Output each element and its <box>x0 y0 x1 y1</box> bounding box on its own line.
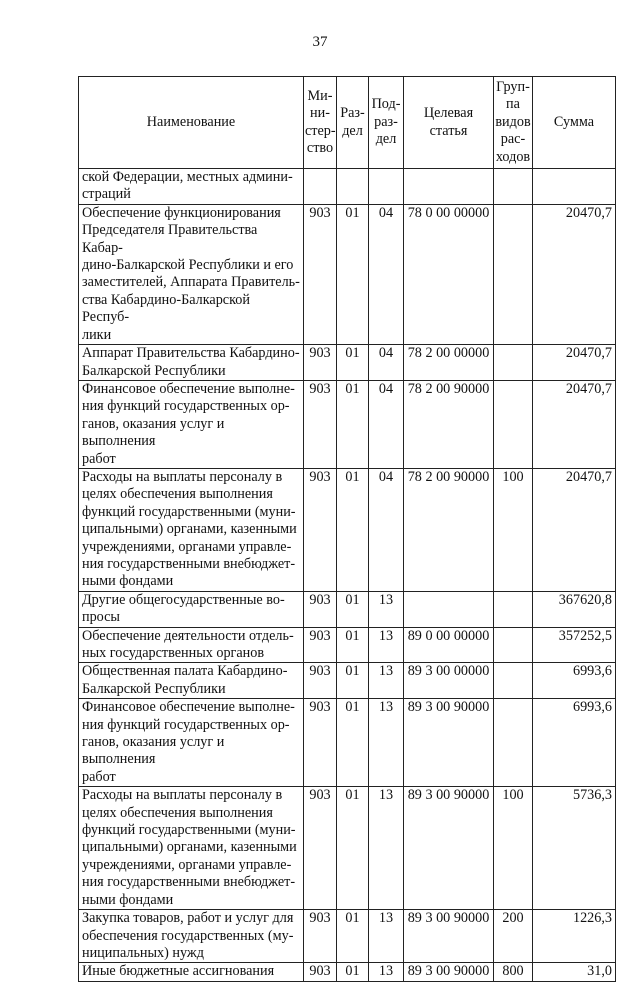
cell-target: 89 3 00 90000 <box>404 910 494 963</box>
cell-sum: 20470,7 <box>533 380 616 468</box>
cell-expense-group: 800 <box>494 963 533 981</box>
cell-subsection: 13 <box>369 699 404 787</box>
cell-name: Обеспечение деятельности отдель- ных государственных органов <box>79 627 304 663</box>
table-row <box>79 380 616 468</box>
cell-name: Финансовое обеспечение выполне- ния функций государственных ор- ганов, оказания услуг и выполнения работ <box>79 380 304 468</box>
cell-subsection: 13 <box>369 787 404 910</box>
cell-ministry: 903 <box>304 963 337 981</box>
table-row <box>79 699 616 787</box>
cell-target: 78 2 00 90000 <box>404 468 494 591</box>
cell-expense-group <box>494 591 533 627</box>
cell-ministry: 903 <box>304 663 337 699</box>
table-header-row <box>79 77 616 169</box>
cell-section: 01 <box>337 910 369 963</box>
cell-subsection <box>369 169 404 205</box>
cell-expense-group <box>494 699 533 787</box>
cell-section: 01 <box>337 204 369 344</box>
cell-section: 01 <box>337 345 369 381</box>
cell-section: 01 <box>337 468 369 591</box>
table-row <box>79 787 616 910</box>
table-row <box>79 345 616 381</box>
cell-target: 78 0 00 00000 <box>404 204 494 344</box>
cell-subsection: 04 <box>369 204 404 344</box>
cell-expense-group: 100 <box>494 468 533 591</box>
cell-expense-group <box>494 663 533 699</box>
cell-name: Расходы на выплаты персоналу в целях обеспечения выполнения функций государственными (муни- ципальными) органами, казенными учреждениями, органами управле- ния государственными внебюджет- ными фондами <box>79 468 304 591</box>
cell-subsection: 13 <box>369 963 404 981</box>
cell-sum: 20470,7 <box>533 345 616 381</box>
cell-sum: 357252,5 <box>533 627 616 663</box>
cell-sum: 20470,7 <box>533 468 616 591</box>
cell-section: 01 <box>337 380 369 468</box>
cell-target: 89 3 00 90000 <box>404 787 494 910</box>
cell-section: 01 <box>337 627 369 663</box>
budget-table <box>78 76 616 982</box>
cell-target: 89 0 00 00000 <box>404 627 494 663</box>
cell-section: 01 <box>337 699 369 787</box>
cell-ministry <box>304 169 337 205</box>
cell-expense-group <box>494 345 533 381</box>
table-row <box>79 963 616 981</box>
header-expense-group: Груп- па видов рас- ходов <box>494 77 533 169</box>
header-name: Наименование <box>79 77 304 169</box>
cell-ministry: 903 <box>304 591 337 627</box>
header-target: Целевая статья <box>404 77 494 169</box>
table-row <box>79 627 616 663</box>
cell-name: Расходы на выплаты персоналу в целях обеспечения выполнения функций государственными (муни- ципальными) органами, казенными учреждениями, органами управле- ния государственными внебюджет- ными фондами <box>79 787 304 910</box>
header-sum: Сумма <box>533 77 616 169</box>
cell-name: Финансовое обеспечение выполне- ния функций государственных ор- ганов, оказания услуг и выполнения работ <box>79 699 304 787</box>
cell-ministry: 903 <box>304 787 337 910</box>
cell-ministry: 903 <box>304 699 337 787</box>
cell-name: Закупка товаров, работ и услуг для обеспечения государственных (му- ниципальных) нужд <box>79 910 304 963</box>
header-ministry: Ми- ни- стер- ство <box>304 77 337 169</box>
table-row <box>79 169 616 205</box>
cell-ministry: 903 <box>304 204 337 344</box>
table-row <box>79 910 616 963</box>
cell-subsection: 13 <box>369 663 404 699</box>
cell-subsection: 13 <box>369 627 404 663</box>
cell-expense-group <box>494 627 533 663</box>
cell-subsection: 13 <box>369 910 404 963</box>
cell-sum: 367620,8 <box>533 591 616 627</box>
cell-ministry: 903 <box>304 380 337 468</box>
cell-name: ской Федерации, местных админи- страций <box>79 169 304 205</box>
cell-target <box>404 169 494 205</box>
cell-name: Иные бюджетные ассигнования <box>79 963 304 981</box>
cell-expense-group: 200 <box>494 910 533 963</box>
cell-sum: 6993,6 <box>533 699 616 787</box>
cell-ministry: 903 <box>304 910 337 963</box>
cell-name: Общественная палата Кабардино- Балкарской Республики <box>79 663 304 699</box>
cell-sum: 5736,3 <box>533 787 616 910</box>
cell-name: Другие общегосударственные во- просы <box>79 591 304 627</box>
cell-subsection: 04 <box>369 380 404 468</box>
cell-section <box>337 169 369 205</box>
cell-sum: 20470,7 <box>533 204 616 344</box>
cell-section: 01 <box>337 591 369 627</box>
cell-target <box>404 591 494 627</box>
cell-name: Обеспечение функционирования Председателя Правительства Кабар- дино-Балкарской Республики и его заместителей, Аппарата Правитель- ства Кабардино-Балкарской Респуб- лики <box>79 204 304 344</box>
cell-target: 89 3 00 00000 <box>404 663 494 699</box>
cell-target: 89 3 00 90000 <box>404 699 494 787</box>
cell-section: 01 <box>337 663 369 699</box>
cell-sum <box>533 169 616 205</box>
cell-target: 78 2 00 00000 <box>404 345 494 381</box>
cell-expense-group: 100 <box>494 787 533 910</box>
cell-subsection: 04 <box>369 345 404 381</box>
table-row <box>79 468 616 591</box>
cell-ministry: 903 <box>304 627 337 663</box>
cell-sum: 1226,3 <box>533 910 616 963</box>
header-section: Раз- дел <box>337 77 369 169</box>
cell-subsection: 04 <box>369 468 404 591</box>
cell-target: 89 3 00 90000 <box>404 963 494 981</box>
table-row <box>79 663 616 699</box>
cell-expense-group <box>494 380 533 468</box>
cell-expense-group <box>494 204 533 344</box>
cell-ministry: 903 <box>304 345 337 381</box>
cell-name: Аппарат Правительства Кабардино- Балкарской Республики <box>79 345 304 381</box>
cell-target: 78 2 00 90000 <box>404 380 494 468</box>
cell-sum: 6993,6 <box>533 663 616 699</box>
cell-sum: 31,0 <box>533 963 616 981</box>
page-number: 37 <box>312 34 328 50</box>
cell-section: 01 <box>337 963 369 981</box>
table-row <box>79 591 616 627</box>
header-subsection: Под- раз- дел <box>369 77 404 169</box>
cell-expense-group <box>494 169 533 205</box>
table-row <box>79 204 616 344</box>
cell-ministry: 903 <box>304 468 337 591</box>
cell-section: 01 <box>337 787 369 910</box>
cell-subsection: 13 <box>369 591 404 627</box>
